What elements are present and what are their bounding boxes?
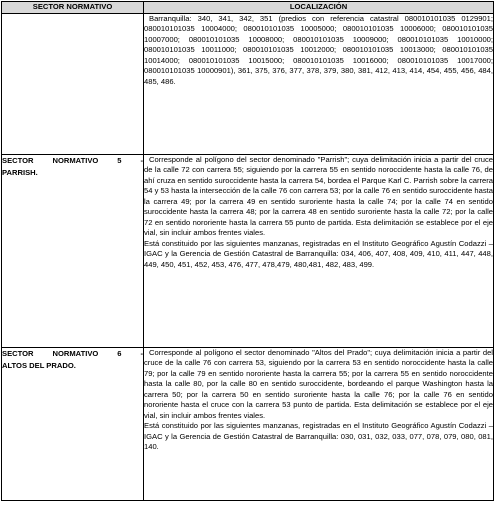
sector-cell [2, 155, 144, 348]
manzanas-paragraph: Está constituido por las siguientes manzanas, registradas en el Instituto Geográfico Agustín Codazzi – IGAC y la Gerencia de Gestión Catastral de Barranquilla: 034, 406, 407, 408, 409, 410, 411, 447, 448, 449, 450, 451, 452, 453, 476, 477, 478,479, 480,481, 482, 483, 499. [144, 238, 493, 269]
localizacion-cell [144, 14, 494, 155]
sector-subname: ALTOS DEL PRADO. [2, 360, 76, 370]
localizacion-cell [144, 155, 494, 348]
table-header-row [2, 2, 494, 14]
localizacion-paragraph: Corresponde al polígono del sector denominado "Parrish"; cuya delimitación inicia a partir del cruce de la calle 72 con carrera 55; siguiendo por la carrera 55 en sentido noroccidente hasta la calle 76, de ahí cruza en sentido suroccidente hasta la carrera 54, bordea el Parque Karl C. Parrish sobre la carrera 54 y 53 hasta la intersección de la calle 76 con carrera 53; por la calle 76 en sentido suroccidente hasta la carrera 49; por la carrera 49 en sentido suroriente hasta la calle 74; por la calle 74 en sentido suroccidente hasta la carrera 48; por la carrera 48 en sentido suroriente hasta la calle 72; por la calle 72 en sentido nororiente hasta la carrera 55 punto de partida. Esta delimitación se establece por el eje vial, sin incluir ambos frentes viales. [144, 155, 493, 238]
table-row [2, 348, 494, 501]
table-row [2, 155, 494, 348]
sector-cell [2, 348, 144, 501]
manzanas-paragraph: Está constituido por las siguientes manzanas, registradas en el Instituto Geográfico Agustín Codazzi – IGAC y la Gerencia de Gestión Catastral de Barranquilla: 030, 031, 032, 033, 077, 078, 079, 080, 081, 140. [144, 421, 493, 452]
sector-name: SECTOR NORMATIVO 5 - [2, 156, 143, 165]
sector-name: SECTOR NORMATIVO 6 - [2, 349, 143, 358]
sector-subname: PARRISH. [2, 167, 38, 177]
localizacion-paragraph: Corresponde al polígono el sector denominado "Altos del Prado"; cuya delimitación inicia a partir del cruce de la calle 76 con carrera 53, siguiendo por la carrera 53 en sentido noroccidente hasta la calle 79; por la calle 79 en sentido nororiente hasta la carrera 55; por la carrera 55 en sentido noroccidente hasta la calle 80, por la calle 80 en sentido suroccidente, bordeando el parque Washington hasta la carrera 50; por la carrera 50 en sentido suroriente hasta la calle 76; por la calle 76 en sentido nororiente hasta el cruce con la carrera 53 punto de partida. Esta delimitación se establece por el eje vial, sin incluir ambos frentes viales. [144, 348, 493, 420]
header-localizacion: LOCALIZACIÓN [144, 2, 494, 14]
sector-normativo-table [1, 1, 494, 501]
header-sector-normativo: SECTOR NORMATIVO [2, 2, 144, 14]
localizacion-cell [144, 348, 494, 501]
localizacion-paragraph: Barranquilla: 340, 341, 342, 351 (predios con referencia catastral 080010101035 0129901; 080010101035 10004000; 080010101035 10005000; 080010101035 10006000; 080010101035 10007000; 080010101035 10008000; 080010101035 10009000; 080010101035 10010000; 080010101035 10011000; 080010101035 10012000; 080010101035 10013000; 080010101035 10014000; 080010101035 10015000; 080010101035 10016000; 080010101035 10017000; 080010101035 10000901), 361, 375, 376, 377, 378, 379, 380, 381, 412, 413, 414, 454, 455, 456, 484, 485, 486. [144, 14, 493, 86]
sector-cell [2, 14, 144, 155]
table-row [2, 14, 494, 155]
